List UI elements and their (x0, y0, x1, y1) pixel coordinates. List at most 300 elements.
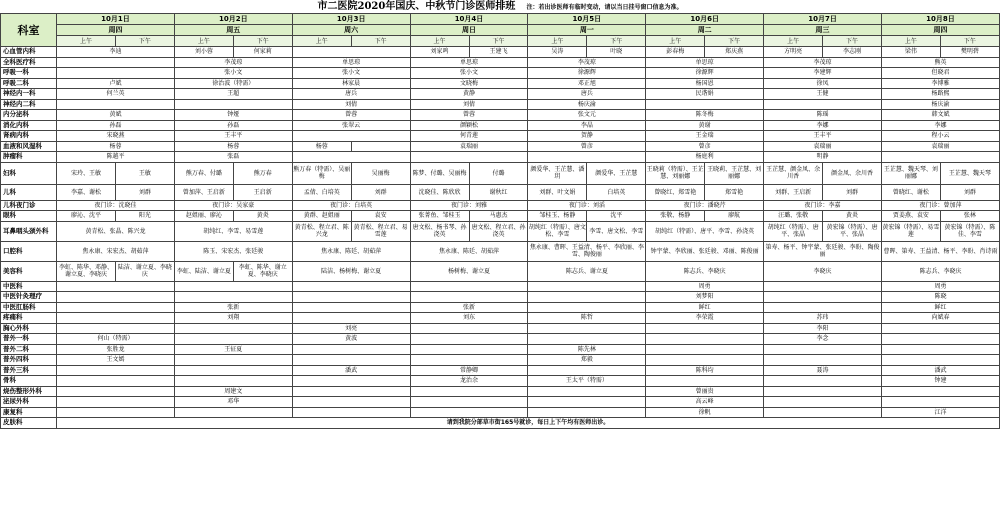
schedule-cell: 马惠杰 (469, 211, 528, 222)
dept-name: 心血管内科 (1, 47, 57, 58)
schedule-cell: 陈冬梅 (646, 110, 764, 121)
schedule-cell: 李娜 (881, 120, 999, 131)
weekday-header: 周五 (174, 25, 292, 36)
am-header: 上午 (646, 36, 705, 47)
schedule-cell: 黄炎 (823, 211, 882, 222)
schedule-cell (528, 407, 646, 418)
schedule-row (1, 57, 1000, 68)
schedule-cell: 聂涛 (764, 365, 882, 376)
schedule-cell: 李志刚 (823, 47, 882, 58)
schedule-cell: 李雪、唐文松、李雪 (587, 221, 646, 241)
dept-name: 骨科 (1, 376, 57, 387)
schedule-cell: 王超 (174, 89, 292, 100)
schedule-cell: 杨蓉 (174, 141, 292, 152)
schedule-cell: 汪璐、张敬 (764, 211, 823, 222)
schedule-cell: 袁瑞丽 (410, 141, 528, 152)
schedule-cell (764, 407, 882, 418)
schedule-cell: 钟宇蒙、李欣丽、张廷骏、邓丽、陈俊丽 (646, 241, 764, 261)
schedule-cell: 刘亮 (292, 323, 410, 334)
schedule-cell: 李阳 (764, 323, 882, 334)
schedule-cell (764, 292, 882, 303)
dept-name: 普外三科 (1, 365, 57, 376)
schedule-cell: 王敏 (115, 162, 174, 184)
dept-name: 神经内二科 (1, 99, 57, 110)
date-header: 10月4日 (410, 14, 528, 25)
schedule-cell: 韩文斌 (881, 110, 999, 121)
schedule-cell: 叶晓 (587, 47, 646, 58)
dept-name: 内分泌科 (1, 110, 57, 121)
schedule-cell: 孙磊 (57, 120, 175, 131)
schedule-cell: 王晓莉、王芷慧、刘丽娜 (705, 162, 764, 184)
schedule-cell: 黄斌 (57, 110, 175, 121)
schedule-cell: 曾晓红、郑雪艳 (646, 184, 705, 200)
schedule-cell (764, 281, 882, 292)
dept-name: 中医科 (1, 281, 57, 292)
schedule-cell: 黄静 (410, 89, 528, 100)
dept-name: 儿科夜门诊 (1, 200, 57, 211)
schedule-cell: 熊万春 (233, 162, 292, 184)
schedule-cell (174, 281, 292, 292)
schedule-cell: 王金瑞 (646, 131, 764, 142)
schedule-cell (528, 152, 646, 163)
schedule-cell: 王文嫣 (57, 355, 175, 366)
schedule-cell: 黄波 (292, 334, 410, 345)
schedule-cell: 李虹、陈华、谢立夏、李晓庆 (233, 261, 292, 281)
schedule-cell: 孙磊 (174, 120, 292, 131)
schedule-cell: 杨庭利 (646, 152, 764, 163)
schedule-cell: 曾加萍、王启新 (174, 184, 233, 200)
schedule-cell: 唐兵 (292, 89, 410, 100)
schedule-cell (57, 407, 175, 418)
schedule-cell: 何青莲 (410, 131, 528, 142)
pm-header: 下午 (469, 36, 528, 47)
schedule-cell: 邓华 (174, 397, 292, 408)
schedule-cell: 袁瑞丽 (881, 141, 999, 152)
pm-header: 下午 (587, 36, 646, 47)
date-header-row (1, 14, 1000, 25)
schedule-cell: 刘东 (410, 313, 528, 324)
schedule-cell: 杨庆渝 (528, 99, 646, 110)
schedule-cell: 向斌春 (881, 313, 999, 324)
schedule-cell (292, 152, 410, 163)
schedule-cell (881, 152, 999, 163)
schedule-cell (881, 355, 999, 366)
schedule-row (1, 344, 1000, 355)
schedule-title: 市二医院2020年国庆、中秋节门诊医师排班 (317, 1, 516, 12)
schedule-cell: 陈科均 (646, 365, 764, 376)
schedule-cell: 但晓君 (881, 68, 999, 79)
schedule-cell (57, 99, 175, 110)
schedule-cell: 单思琼 (646, 57, 764, 68)
schedule-row (1, 261, 1000, 281)
schedule-cell: 陈志兵、李晓庆 (881, 261, 999, 281)
schedule-cell (646, 376, 764, 387)
schedule-cell: 明静 (764, 152, 882, 163)
dept-name: 消化内科 (1, 120, 57, 131)
schedule-cell: 李虹、陆洁、谢立夏 (174, 261, 233, 281)
schedule-cell: 单思琼 (410, 57, 528, 68)
schedule-cell: 张翠云 (292, 120, 410, 131)
schedule-cell: 刘群 (115, 184, 174, 200)
schedule-cell: 杨路熙 (881, 89, 999, 100)
date-header: 10月8日 (881, 14, 999, 25)
schedule-cell (174, 292, 292, 303)
schedule-cell: 李博雅 (881, 78, 999, 89)
schedule-cell: 王芷慧、魏天琴 (940, 162, 999, 184)
schedule-cell (292, 376, 410, 387)
schedule-row (1, 141, 1000, 152)
schedule-cell: 王丰平 (174, 131, 292, 142)
schedule-cell: 杨庆渝 (881, 99, 999, 110)
schedule-cell (174, 334, 292, 345)
schedule-cell (410, 386, 528, 397)
schedule-cell: 李茂琼 (764, 57, 882, 68)
schedule-cell: 黄宏锦（特需）、易雪莲 (881, 221, 940, 241)
am-header: 上午 (174, 36, 233, 47)
schedule-cell: 焦永康、陈廷、胡茹萍 (292, 241, 410, 261)
schedule-cell (881, 344, 999, 355)
schedule-cell: 王丰平 (764, 131, 882, 142)
schedule-cell (881, 397, 999, 408)
schedule-row (1, 211, 1000, 222)
schedule-cell: 文晓梅 (410, 78, 528, 89)
schedule-cell (528, 323, 646, 334)
schedule-cell: 刘群 (823, 184, 882, 200)
schedule-cell (764, 376, 882, 387)
schedule-cell: 刘小蓉 (174, 47, 233, 58)
dept-name: 耳鼻咽头颈外科 (1, 221, 57, 241)
schedule-cell: 胡纯红（特需）、唐平、李雪、孙浇英 (646, 221, 764, 241)
schedule-cell: 潘武 (292, 365, 410, 376)
weekday-header: 周三 (764, 25, 882, 36)
schedule-cell (528, 397, 646, 408)
dept-name: 口腔科 (1, 241, 57, 261)
schedule-cell (57, 365, 175, 376)
dept-name: 全科医疗科 (1, 57, 57, 68)
schedule-cell: 颜爱华、王芷慧 (587, 162, 646, 184)
schedule-cell: 张新 (410, 302, 528, 313)
schedule-cell: 李荣霞 (646, 313, 764, 324)
schedule-cell: 张文元 (528, 110, 646, 121)
weekday-header-row (1, 25, 1000, 36)
schedule-cell: 李晶 (528, 120, 646, 131)
schedule-cell (764, 99, 882, 110)
schedule-cell: 刘倩 (410, 99, 528, 110)
dept-name: 皮肤科 (1, 418, 57, 429)
weekday-header: 周四 (881, 25, 999, 36)
schedule-cell: 李迪 (57, 47, 175, 58)
schedule-cell (57, 386, 175, 397)
dept-name: 普外四科 (1, 355, 57, 366)
schedule-cell: 熊万春、付璐 (174, 162, 233, 184)
schedule-cell: 陈瑶 (764, 110, 882, 121)
schedule-cell: 贾姜燕、袁安 (881, 211, 940, 222)
schedule-cell (292, 47, 410, 58)
weekday-header: 周六 (292, 25, 410, 36)
schedule-cell: 沈晓佳、陈欣欣 (410, 184, 469, 200)
schedule-cell (410, 334, 528, 345)
schedule-cell: 唐兵 (528, 89, 646, 100)
schedule-cell (174, 407, 292, 418)
schedule-cell: 陈哲 (528, 313, 646, 324)
schedule-cell (646, 334, 764, 345)
schedule-cell: 颜爱华、王芷慧、潘玥 (528, 162, 587, 184)
dept-name: 烧伤整形外科 (1, 386, 57, 397)
schedule-cell: 焦永康、宋宏杰、胡茹萍 (57, 241, 175, 261)
schedule-cell: 陈志兵、李晓庆 (646, 261, 764, 281)
schedule-cell: 李建辉 (764, 68, 882, 79)
schedule-cell (57, 68, 175, 79)
schedule-cell: 刘家鸣 (410, 47, 469, 58)
schedule-cell: 陈晓 (881, 292, 999, 303)
schedule-cell: 宋晓燕 (57, 131, 175, 142)
schedule-cell: 黄谢 (646, 120, 764, 131)
schedule-cell: 王征夏 (174, 344, 292, 355)
schedule-row (1, 376, 1000, 387)
schedule-row (1, 68, 1000, 79)
schedule-cell: 方明亮 (764, 47, 823, 58)
schedule-cell: 郑庆燕 (705, 47, 764, 58)
schedule-cell (528, 386, 646, 397)
schedule-cell: 唐文松、程立君、孙浇英 (469, 221, 528, 241)
schedule-cell: 梁伟 (881, 47, 940, 58)
schedule-cell (292, 407, 410, 418)
schedule-cell: 曾丽贵 (646, 386, 764, 397)
schedule-row (1, 152, 1000, 163)
schedule-cell: 白培英 (587, 184, 646, 200)
schedule-row (1, 89, 1000, 100)
schedule-cell: 第寿、杨平、钟宇蒙、张廷骏、李盼、陶俊丽 (764, 241, 882, 261)
pm-header: 下午 (823, 36, 882, 47)
schedule-cell: 熊英 (881, 57, 999, 68)
schedule-cell (410, 344, 528, 355)
schedule-cell: 黄群、赵姐丽 (292, 211, 351, 222)
schedule-body (1, 47, 1000, 429)
schedule-cell: 宋玲、王敏 (57, 162, 116, 184)
pm-header: 下午 (705, 36, 764, 47)
schedule-cell (764, 386, 882, 397)
schedule-cell: 张新 (174, 302, 292, 313)
schedule-cell: 赵姐丽、廖沁 (174, 211, 233, 222)
schedule-cell: 李虹、陈华、邓静、谢立夏、李晓庆 (57, 261, 116, 281)
schedule-cell (292, 131, 410, 142)
schedule-cell: 孟倩、白培英 (292, 184, 351, 200)
schedule-cell (646, 99, 764, 110)
dept-name: 康复科 (1, 407, 57, 418)
dept-name: 中医肛肠科 (1, 302, 57, 313)
schedule-cell: 邹桂玉、杨静 (528, 211, 587, 222)
schedule-cell (292, 397, 410, 408)
weekday-header: 周二 (646, 25, 764, 36)
schedule-note: 注：若出诊医师有临时变动，请以当日挂号窗口信息为准。 (526, 4, 683, 11)
schedule-cell: 何山（特需） (57, 334, 175, 345)
pm-header: 下午 (351, 36, 410, 47)
schedule-cell (410, 397, 528, 408)
schedule-cell: 苏玮 (764, 313, 882, 324)
schedule-cell: 周勇 (646, 281, 764, 292)
schedule-cell: 张磊 (174, 152, 292, 163)
schedule-cell (528, 292, 646, 303)
schedule-cell (292, 281, 410, 292)
schedule-cell (646, 344, 764, 355)
schedule-cell: 陈先林 (528, 344, 646, 355)
schedule-cell: 李茂琼 (528, 57, 646, 68)
schedule-cell: 程小云 (881, 131, 999, 142)
schedule-cell (881, 334, 999, 345)
schedule-cell: 潘武 (881, 365, 999, 376)
schedule-row (1, 120, 1000, 131)
schedule-cell: 彭春梅 (646, 47, 705, 58)
schedule-cell: 王建飞 (469, 47, 528, 58)
dept-name: 中医针灸理疗 (1, 292, 57, 303)
am-header: 上午 (881, 36, 940, 47)
schedule-cell: 黄炎 (233, 211, 292, 222)
schedule-cell: 邓正旭 (528, 78, 646, 89)
schedule-cell: 黄宏锦（特需）、陈佳、李雪 (940, 221, 999, 241)
schedule-cell: 夜门诊：沈晓佳 (57, 200, 175, 211)
schedule-cell (174, 99, 292, 110)
date-header: 10月6日 (646, 14, 764, 25)
schedule-cell: 王启新 (233, 184, 292, 200)
schedule-row (1, 407, 1000, 418)
schedule-cell (528, 302, 646, 313)
schedule-cell: 张小文 (292, 68, 410, 79)
schedule-cell: 曾彦 (646, 141, 764, 152)
schedule-cell: 沈平 (587, 211, 646, 222)
schedule-cell: 陆洁、杨树梅、谢立夏 (292, 261, 410, 281)
schedule-cell: 刘群、王启新 (764, 184, 823, 200)
schedule-cell: 樊明碧 (940, 47, 999, 58)
schedule-cell: 钟建 (881, 376, 999, 387)
dept-name: 呼吸一科 (1, 68, 57, 79)
schedule-cell: 谢秋红 (469, 184, 528, 200)
dept-header: 科室 (1, 14, 57, 47)
schedule-row (1, 281, 1000, 292)
schedule-cell: 张林 (940, 211, 999, 222)
schedule-cell: 张敬、杨静 (646, 211, 705, 222)
schedule-row (1, 110, 1000, 121)
weekday-header: 周四 (57, 25, 175, 36)
schedule-row (1, 184, 1000, 200)
schedule-row (1, 162, 1000, 184)
schedule-cell: 黄宏锦（特需）、唐平、张晶 (823, 221, 882, 241)
dept-name: 普外一科 (1, 334, 57, 345)
schedule-row (1, 418, 1000, 429)
schedule-cell: 阳光 (115, 211, 174, 222)
schedule-row (1, 386, 1000, 397)
schedule-cell: 陈梦、付璐、吴丽梅 (410, 162, 469, 184)
schedule-cell (764, 355, 882, 366)
schedule-cell: 吴丽梅 (351, 162, 410, 184)
schedule-row (1, 334, 1000, 345)
dept-name: 眼科 (1, 211, 57, 222)
schedule-cell: 夜门诊：刘滔 (528, 200, 646, 211)
schedule-cell (292, 386, 410, 397)
schedule-row (1, 200, 1000, 211)
schedule-cell (528, 365, 646, 376)
schedule-cell (57, 292, 175, 303)
schedule-cell: 熊万春（特需）、吴丽梅 (292, 162, 351, 184)
schedule-cell: 胡纯红（特需）、唐文松、李雪 (528, 221, 587, 241)
schedule-row (1, 397, 1000, 408)
dept-name: 泌尿外科 (1, 397, 57, 408)
schedule-cell: 黄青松、程立君、易雪莲 (351, 221, 410, 241)
weekday-header: 周一 (528, 25, 646, 36)
schedule-cell: 李晓庆 (764, 261, 882, 281)
schedule-cell: 卢斌 (57, 78, 175, 89)
dept-name: 神经内一科 (1, 89, 57, 100)
schedule-cell: 徐治波（特需） (174, 78, 292, 89)
schedule-cell: 刘群 (351, 184, 410, 200)
dept-name: 肿瘤科 (1, 152, 57, 163)
date-header: 10月1日 (57, 14, 175, 25)
schedule-cell: 夜门诊：白培英 (292, 200, 410, 211)
schedule-cell: 夜门诊：潘晓芹 (646, 200, 764, 211)
schedule-cell (410, 355, 528, 366)
schedule-cell: 林家晨 (292, 78, 410, 89)
date-header: 10月3日 (292, 14, 410, 25)
schedule-row (1, 221, 1000, 241)
schedule-cell: 吴涛 (528, 47, 587, 58)
schedule-cell: 胡纯红（特需）、唐平、张晶 (764, 221, 823, 241)
schedule-cell: 王健 (764, 89, 882, 100)
schedule-cell: 曾蓉 (410, 110, 528, 121)
schedule-cell: 李念 (764, 334, 882, 345)
schedule-cell (292, 302, 410, 313)
am-header: 上午 (764, 36, 823, 47)
am-header: 上午 (528, 36, 587, 47)
dept-name: 肾病内科 (1, 131, 57, 142)
am-header: 上午 (57, 36, 116, 47)
schedule-cell: 唐文松、杨书琴、孙浇英 (410, 221, 469, 241)
dept-name: 血液和风湿科 (1, 141, 57, 152)
date-header: 10月2日 (174, 14, 292, 25)
schedule-cell: 常静卿 (410, 365, 528, 376)
schedule-cell: 刘翔 (174, 313, 292, 324)
schedule-row (1, 355, 1000, 366)
schedule-cell: 请到我院分部草市街165号就诊，每日上下午均有医师出诊。 (57, 418, 1000, 429)
schedule-cell: 刘群、叶文娟 (528, 184, 587, 200)
schedule-cell: 龙治余 (410, 376, 528, 387)
schedule-cell: 李茂琼 (174, 57, 292, 68)
schedule-cell: 陈志兵、谢立夏 (528, 261, 646, 281)
schedule-row (1, 313, 1000, 324)
pm-header: 下午 (115, 36, 174, 47)
schedule-cell (57, 397, 175, 408)
schedule-cell (410, 323, 528, 334)
schedule-cell (174, 355, 292, 366)
pm-header: 下午 (940, 36, 999, 47)
schedule-cell: 焦永康、曹晖、王益清、杨平、李欣丽、李雪、陶俊丽 (528, 241, 646, 261)
schedule-cell: 何兰英 (57, 89, 175, 100)
schedule-cell: 夜门诊：李嘉 (764, 200, 882, 211)
schedule-cell: 张菁鱼、邹桂玉 (410, 211, 469, 222)
schedule-cell (646, 323, 764, 334)
schedule-cell: 李娜 (764, 120, 882, 131)
schedule-row (1, 365, 1000, 376)
schedule-cell: 贺静 (528, 131, 646, 142)
schedule-cell (174, 323, 292, 334)
schedule-cell (292, 344, 410, 355)
pm-header: 下午 (233, 36, 292, 47)
schedule-cell (174, 376, 292, 387)
schedule-cell: 郑毅 (528, 355, 646, 366)
schedule-cell: 徐凤 (764, 78, 882, 89)
schedule-cell (351, 141, 410, 152)
schedule-cell (57, 281, 175, 292)
schedule-cell: 刘群 (940, 184, 999, 200)
schedule-cell: 杨蓉 (57, 141, 175, 152)
